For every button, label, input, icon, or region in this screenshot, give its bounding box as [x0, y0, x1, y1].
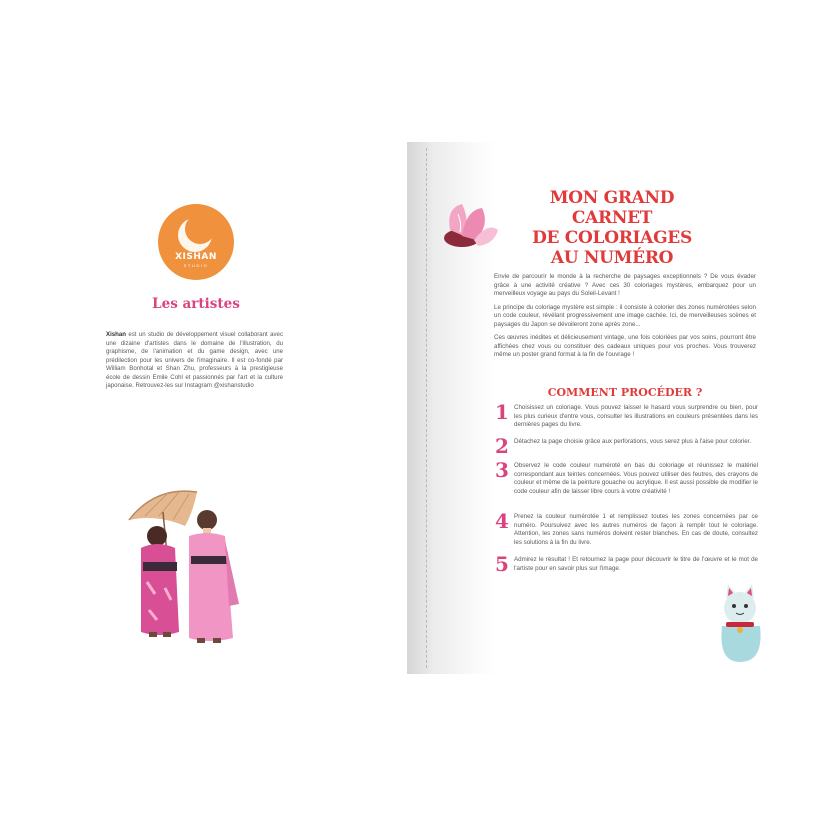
step-text: Observez le code couleur numéroté en bas du coloriage et réunissez le matériel correspondant aux teintes concernées. Vous pouvez utiliser des feutres, des crayons de couleur et même de la peinture gouache ou acrylique. Il est aussi possible de modifier le code couleur afin de laisser libre cours à votre créativité ! [514, 462, 758, 495]
step-text: Détachez la page choisie grâce aux perforations, vous serez plus à l'aise pour colorier. [514, 438, 752, 445]
perforation-line [426, 148, 427, 668]
how-to-heading: COMMENT PROCÉDER ? [547, 386, 703, 399]
xishan-logo [158, 204, 234, 280]
intro-paragraph-1: Envie de parcourir le monde à la recherche de paysages exceptionnels ? De vous évader grâce à une activité créative ? Avec ces 30 coloriages mystères, embarquez pour un merveilleux voyage au pays du Soleil-Levant ! [494, 273, 756, 297]
step-number: 5 [495, 552, 509, 576]
step-text: Choisissez un coloriage. Vous pouvez laisser le hasard vous surprendre ou bien, pour les plus curieux d'entre vous, consulter les illustrations en couleurs présentées dans les dernières pages du livre. [514, 404, 758, 428]
bio-studio-name: Xishan [106, 331, 126, 338]
step-number: 3 [495, 458, 509, 482]
moon-shadow [185, 214, 215, 244]
title-line-2: DE COLORIAGES [532, 228, 692, 248]
main-title [512, 188, 712, 268]
intro-paragraph-3: Ces œuvres inédites et délicieusement vintage, une fois coloriées par vos soins, pourront être affichées chez vous ou constituer des cadeaux uniques pour vos proches. Vous trouverez même un poster grand format à la fin de l'ouvrage ! [494, 334, 756, 358]
step-text: Admirez le résultat ! Et retournez la page pour découvrir le titre de l'œuvre et le mot de l'artiste pour en savoir plus sur l'image. [514, 556, 758, 572]
lotus-flower-illustration [440, 200, 500, 250]
logo-subtitle: STUDIO [183, 263, 209, 268]
umbrella-couple-illustration [125, 482, 245, 654]
artists-bio [106, 331, 283, 391]
title-line-1: MON GRAND CARNET [549, 188, 675, 228]
step-number: 1 [495, 400, 509, 424]
step-number: 4 [495, 509, 509, 533]
step-text: Prenez la couleur numérotée 1 et remplissez toutes les zones concernées par ce numéro. Poursuivez avec les autres numéros de façon à remplir tout le coloriage. Attention, les zones sans numéros doivent rester blanches. En cas de doute, consultez les solutions à la fin du livre. [514, 513, 758, 546]
intro-paragraph-2: Le principe du coloriage mystère est simple : il consiste à colorier des zones numérotées selon un code couleur, révélant progressivement une image cachée. Ici, de merveilleuses scènes et paysages du Japon se dévoileront zone après zone... [494, 303, 756, 328]
bio-text: est un studio de développement visuel collaborant avec une dizaine d'artistes dans le domaine de l'illustration, du graphisme, de l'animation et du game design, avec une prédilection pour les univers de l'imaginaire. Il est co-fondé par William Bonhotal et Shan Zhu, professeurs à la prestigieuse école de dessin Emile Cohl et passionnés par l'art et la culture japonaise. Retrouvez-les sur Instagram @xishanstudio [106, 331, 283, 389]
artists-heading: Les artistes [152, 296, 240, 312]
step-number: 2 [495, 434, 509, 458]
intro-text [494, 273, 756, 365]
lucky-cat-illustration [712, 582, 768, 664]
title-line-3: AU NUMÉRO [550, 248, 674, 268]
logo-name: XISHAN [175, 252, 217, 262]
